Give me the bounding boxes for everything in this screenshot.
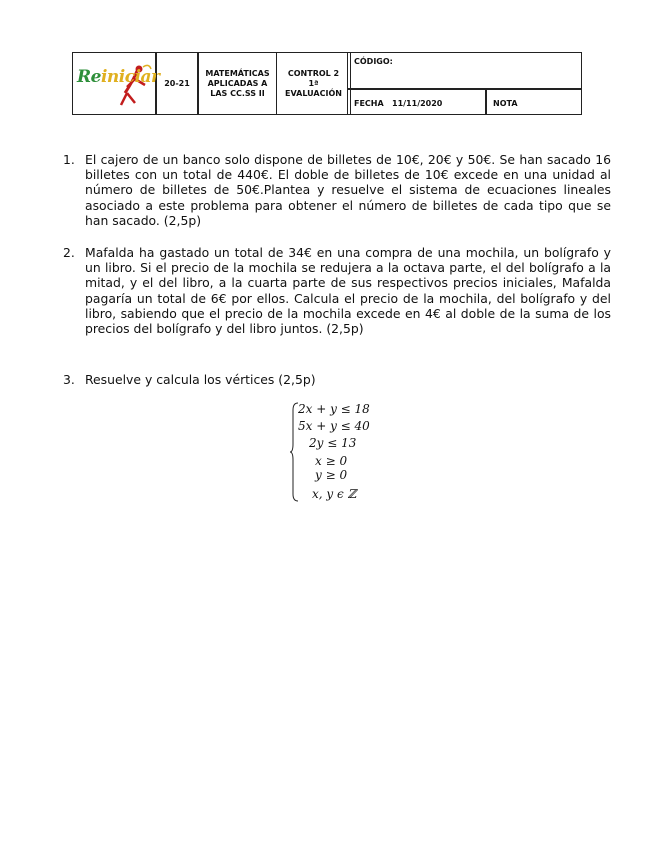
left-brace-icon	[290, 402, 300, 502]
inequality-system	[290, 400, 380, 505]
inequality-4: x ≥ 0	[315, 454, 348, 468]
date-cell	[347, 89, 486, 115]
question-text: El cajero de un banco solo dispone de billetes de 10€, 20€ y 50€. Se han sacado 16 billetes con un total de 440€. El doble de billetes de 10€ excede en una unidad al número de billetes de 50€.Plantea y resuelve el sistema de ecuaciones lineales asociado a este problema para obtener el número de billetes de cada tipo que se han sacado. (2,5p)	[85, 152, 611, 228]
control-cell	[276, 52, 351, 115]
code-cell	[347, 52, 582, 89]
code-label: CÓDIGO:	[354, 57, 393, 66]
question-number: 3.	[63, 372, 75, 387]
subject-cell	[198, 52, 277, 115]
control-line-3: EVALUACIÓN	[285, 88, 342, 98]
date-value: 11/11/2020	[392, 99, 443, 108]
year-cell	[156, 52, 198, 115]
inequality-2: 5x + y ≤ 40	[298, 419, 370, 433]
year-text: 20-21	[164, 78, 190, 88]
exam-header	[72, 52, 582, 115]
question-text: Resuelve y calcula los vértices (2,5p)	[85, 372, 316, 387]
control-line-1: CONTROL 2	[287, 68, 340, 78]
subject-line-1: MATEMÁTICAS	[205, 68, 270, 78]
grade-cell	[486, 89, 582, 115]
control-line-2: 1ª	[308, 78, 319, 88]
inequality-5: y ≥ 0	[315, 468, 348, 482]
question-number: 1.	[63, 152, 75, 167]
date-label: FECHA	[354, 99, 384, 108]
subject-line-3: LAS CC.SS II	[210, 88, 265, 98]
logo-cell	[72, 52, 160, 115]
logo-wordmark: Reiniciar	[77, 67, 160, 87]
inequality-1: 2x + y ≤ 18	[298, 402, 370, 416]
question-number: 2.	[63, 245, 75, 260]
inequality-3: 2y ≤ 13	[309, 436, 357, 450]
integer-condition: x, y ϵ ℤ	[312, 487, 357, 501]
question-text: Mafalda ha gastado un total de 34€ en una compra de una mochila, un bolígrafo y un libro. Si el precio de la mochila se redujera a la octava parte, el del bolígrafo a la mitad, y el del libro, a la cuarta parte de sus respectivos precios iniciales, Mafalda pagaría un total de 6€ por ellos. Calcula el precio de la mochila, del bolígrafo y del libro, sabiendo que el precio de la mochila excede en 4€ al doble de la suma de los precios del bolígrafo y del libro juntos. (2,5p)	[85, 245, 611, 337]
grade-label: NOTA	[493, 99, 518, 108]
subject-line-2: APLICADAS A	[207, 78, 268, 88]
